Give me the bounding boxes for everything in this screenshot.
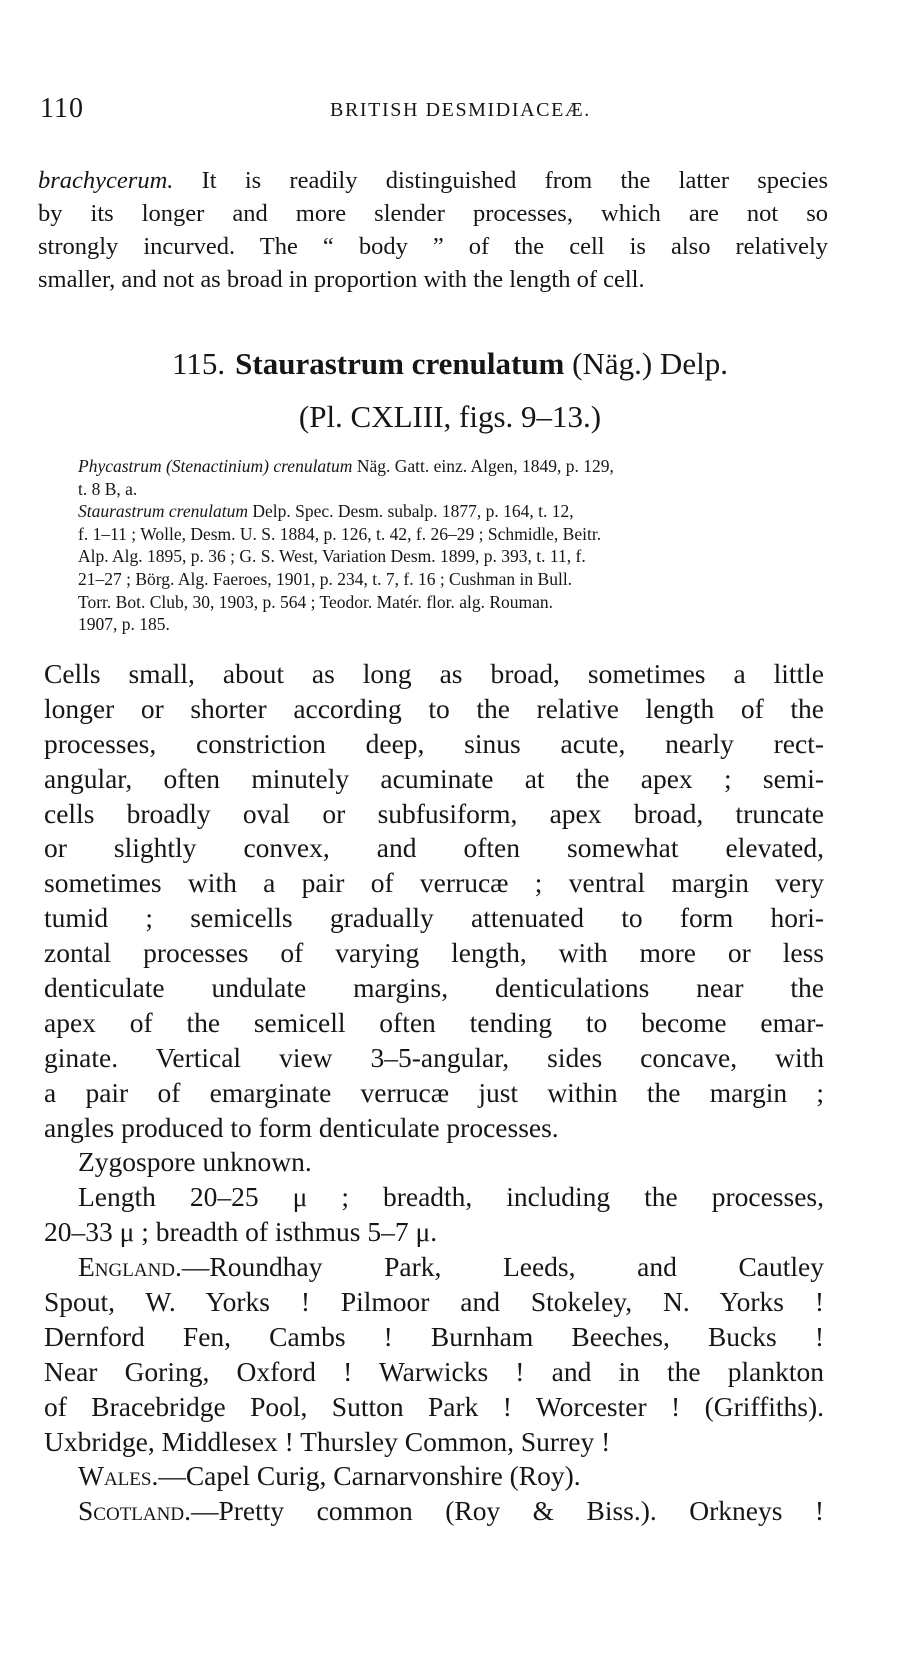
description-line: cells broadly oval or subfusiform, apex broad, truncate bbox=[44, 797, 824, 829]
distribution-line: Uxbridge, Middlesex ! Thursley Common, Surrey ! bbox=[44, 1425, 611, 1457]
carryover-line-1 bbox=[38, 164, 828, 197]
carryover-line-4: smaller, and not as broad in proportion with the length of cell. bbox=[38, 266, 645, 293]
measurement-line: 20–33 μ ; breadth of isthmus 5–7 μ. bbox=[44, 1216, 438, 1248]
scotland-label: Scotland. bbox=[78, 1495, 191, 1527]
plate-reference: (Pl. CXLIII, figs. 9–13.) bbox=[298, 399, 602, 434]
distribution-line: Dernford Fen, Cambs ! Burnham Beeches, Bucks ! bbox=[44, 1320, 824, 1352]
carryover-italic-word: brachycerum. bbox=[38, 167, 174, 194]
distribution-line: Near Goring, Oxford ! Warwicks ! and in the plankton bbox=[44, 1355, 824, 1387]
synonymy-block bbox=[78, 455, 826, 636]
synonym-entry bbox=[78, 455, 826, 500]
synonym-line bbox=[78, 500, 826, 523]
distribution-england-line bbox=[44, 1250, 824, 1285]
species-description bbox=[44, 657, 824, 1529]
species-authority: (Näg.) Delp. bbox=[572, 346, 728, 381]
synonym-citation: Delp. Spec. Desm. subalp. 1877, p. 164, t. 12, bbox=[247, 501, 574, 522]
description-line: ginate. Vertical view 3–5-angular, sides concave, with bbox=[44, 1041, 824, 1073]
carryover-paragraph bbox=[38, 164, 828, 296]
description-line: Cells small, about as long as broad, sometimes a little bbox=[44, 658, 824, 689]
description-line: longer or shorter according to the relative length of the bbox=[44, 692, 824, 724]
description-line: denticulate undulate margins, denticulations near the bbox=[44, 972, 824, 1004]
synonym-entry bbox=[78, 500, 826, 636]
synonym-line: t. 8 B, a. bbox=[78, 478, 138, 499]
carryover-line-2: by its longer and more slender processes, which are not so bbox=[38, 200, 828, 227]
description-line: or slightly convex, and often somewhat elevated, bbox=[44, 832, 824, 864]
wales-label: Wales. bbox=[78, 1460, 159, 1492]
zygospore-line: Zygospore unknown. bbox=[78, 1146, 312, 1178]
running-title: BRITISH DESMIDIACEÆ. bbox=[330, 99, 591, 121]
england-text: —Roundhay Park, Leeds, and Cautley bbox=[181, 1251, 824, 1283]
species-binomial: Staurastrum crenulatum bbox=[235, 346, 565, 381]
species-heading bbox=[0, 343, 900, 385]
description-line: processes, constriction deep, sinus acute, nearly rect- bbox=[44, 727, 824, 759]
page-number: 110 bbox=[40, 93, 84, 124]
synonym-line: f. 1–11 ; Wolle, Desm. U. S. 1884, p. 126, t. 42, f. 26–29 ; Schmidle, Beitr. bbox=[78, 523, 602, 544]
species-number: 115. bbox=[172, 346, 226, 381]
description-line: apex of the semicell often tending to become emar- bbox=[44, 1006, 824, 1038]
description-line: sometimes with a pair of verrucæ ; ventral margin very bbox=[44, 867, 824, 899]
distribution-scotland-line bbox=[44, 1494, 824, 1529]
description-line: zontal processes of varying length, with more or less bbox=[44, 937, 824, 969]
distribution-line: Spout, W. Yorks ! Pilmoor and Stokeley, N. Yorks ! bbox=[44, 1286, 824, 1318]
description-line: angles produced to form denticulate processes. bbox=[44, 1111, 559, 1143]
synonym-line bbox=[78, 455, 826, 478]
synonym-name: Staurastrum crenulatum bbox=[78, 501, 248, 522]
measurement-line: Length 20–25 μ ; breadth, including the processes, bbox=[78, 1181, 824, 1213]
description-line: tumid ; semicells gradually attenuated to form hori- bbox=[44, 902, 824, 934]
synonym-line: Alp. Alg. 1895, p. 36 ; G. S. West, Variation Desm. 1899, p. 393, t. 11, f. bbox=[78, 546, 586, 567]
synonym-line: 1907, p. 185. bbox=[78, 614, 170, 635]
synonym-name: Phycastrum (Stenactinium) crenulatum bbox=[78, 456, 353, 476]
carryover-line-1-rest: It is readily distinguished from the latter species bbox=[173, 167, 828, 194]
england-label: England. bbox=[78, 1251, 182, 1283]
synonym-line: 21–27 ; Börg. Alg. Faeroes, 1901, p. 234, t. 7, f. 16 ; Cushman in Bull. bbox=[78, 568, 573, 589]
description-line: angular, often minutely acuminate at the apex ; semi- bbox=[44, 762, 824, 794]
distribution-wales-line bbox=[44, 1459, 824, 1494]
wales-text: —Capel Curig, Carnarvonshire (Roy). bbox=[158, 1460, 581, 1492]
distribution-line: of Bracebridge Pool, Sutton Park ! Worcester ! (Griffiths). bbox=[44, 1390, 824, 1422]
carryover-line-3: strongly incurved. The “ body ” of the cell is also relatively bbox=[38, 233, 828, 260]
running-header bbox=[40, 93, 860, 129]
synonym-line: Torr. Bot. Club, 30, 1903, p. 564 ; Teodor. Matér. flor. alg. Rouman. bbox=[78, 591, 554, 612]
description-line: a pair of emarginate verrucæ just within the margin ; bbox=[44, 1076, 824, 1108]
synonym-citation: Näg. Gatt. einz. Algen, 1849, p. 129, bbox=[352, 456, 614, 476]
scotland-text: —Pretty common (Roy & Biss.). Orkneys ! bbox=[190, 1495, 824, 1527]
